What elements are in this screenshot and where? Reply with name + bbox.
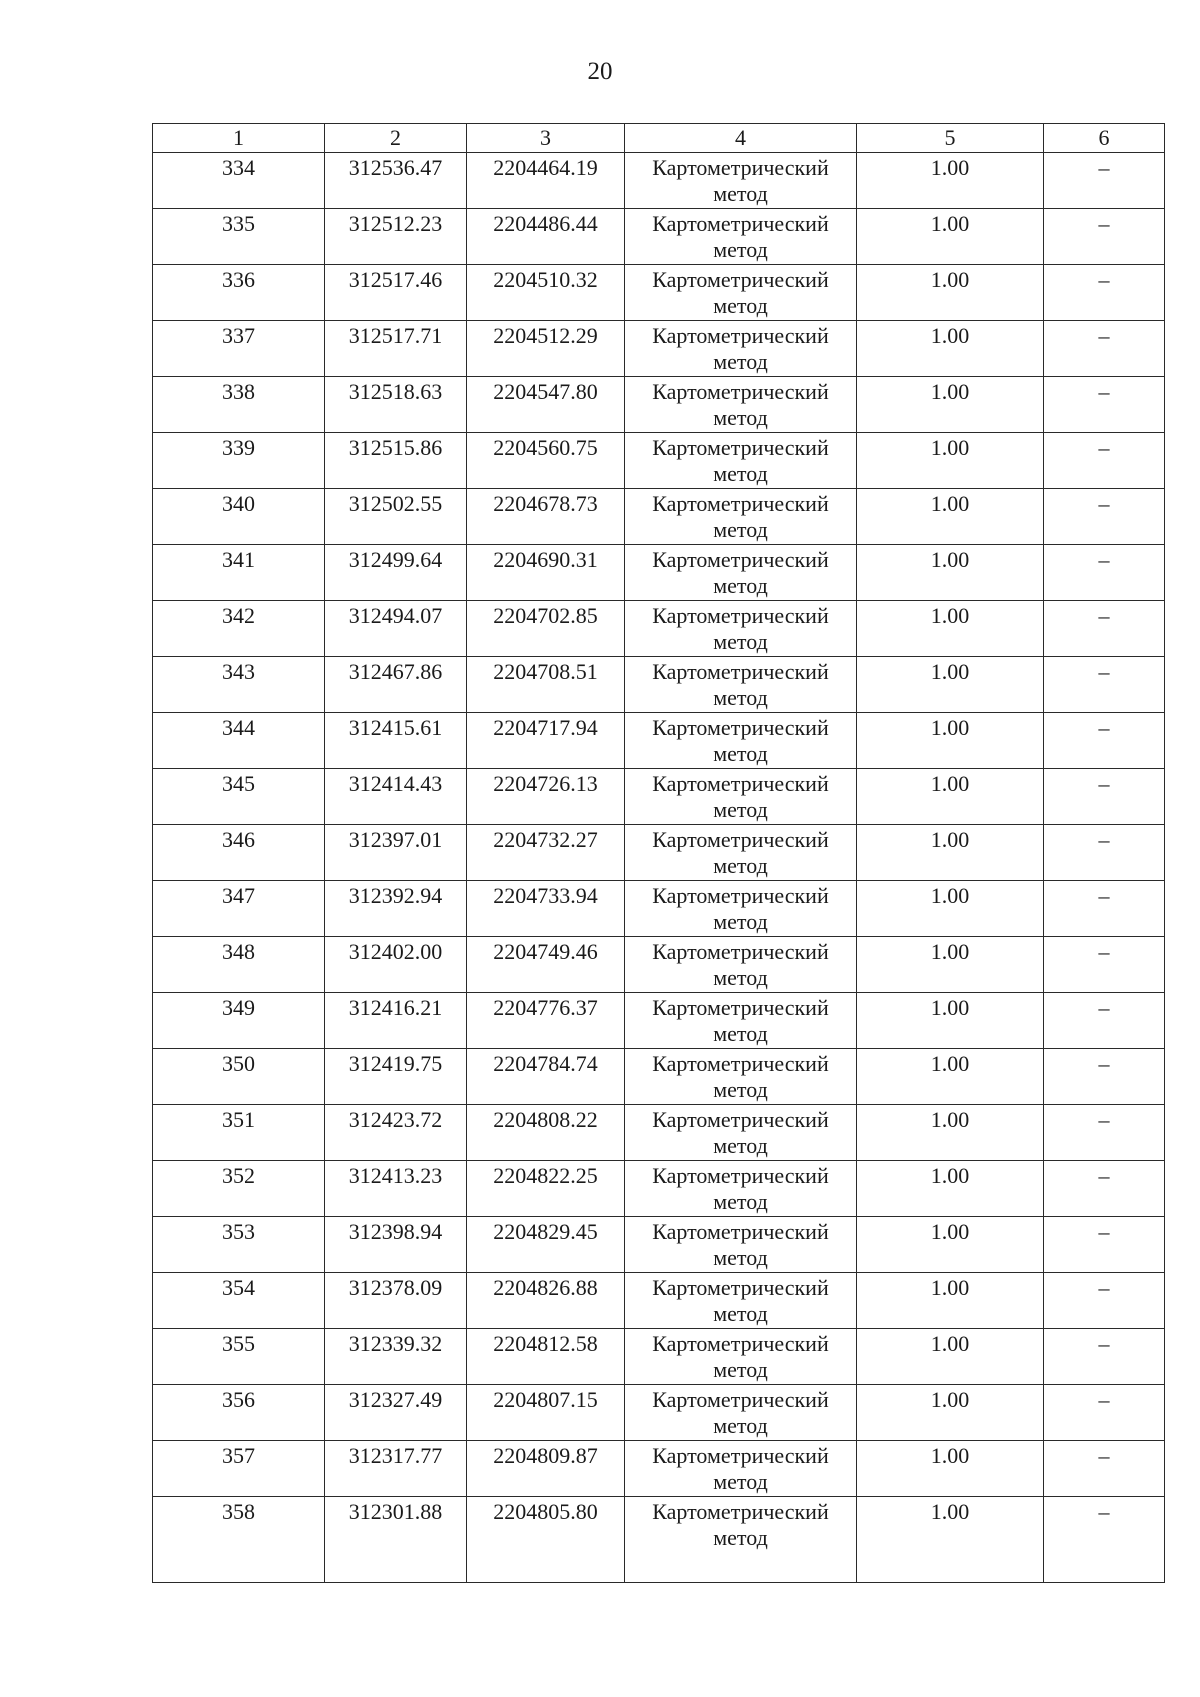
table-row <box>153 993 1165 1049</box>
method-cell <box>625 601 857 657</box>
x-coordinate-cell: 312499.64 <box>325 545 467 601</box>
method-line-1: Картометрический <box>652 1387 829 1412</box>
point-number-cell: 357 <box>153 1441 325 1497</box>
method-cell <box>625 1049 857 1105</box>
method-cell <box>625 1161 857 1217</box>
method-line-2: метод <box>713 461 768 486</box>
accuracy-cell: 1.00 <box>857 1441 1044 1497</box>
point-number-cell: 346 <box>153 825 325 881</box>
method-cell <box>625 1105 857 1161</box>
accuracy-cell: 1.00 <box>857 1049 1044 1105</box>
method-cell <box>625 1217 857 1273</box>
note-cell: – <box>1044 377 1165 433</box>
method-line-1: Картометрический <box>652 379 829 404</box>
method-line-2: метод <box>713 1133 768 1158</box>
x-coordinate-cell: 312517.46 <box>325 265 467 321</box>
method-line-1: Картометрический <box>652 1051 829 1076</box>
method-line-2: метод <box>713 1301 768 1326</box>
note-cell: – <box>1044 1497 1165 1583</box>
point-number-cell: 356 <box>153 1385 325 1441</box>
method-line-2: метод <box>713 405 768 430</box>
method-cell <box>625 881 857 937</box>
method-line-2: метод <box>713 909 768 934</box>
point-number-cell: 338 <box>153 377 325 433</box>
point-number-cell: 358 <box>153 1497 325 1583</box>
x-coordinate-cell: 312419.75 <box>325 1049 467 1105</box>
method-cell <box>625 153 857 209</box>
table-row <box>153 321 1165 377</box>
point-number-cell: 341 <box>153 545 325 601</box>
note-cell: – <box>1044 937 1165 993</box>
method-cell <box>625 545 857 601</box>
note-cell: – <box>1044 1161 1165 1217</box>
method-cell <box>625 1385 857 1441</box>
y-coordinate-cell: 2204678.73 <box>467 489 625 545</box>
accuracy-cell: 1.00 <box>857 1497 1044 1583</box>
table-header-row <box>153 124 1165 153</box>
y-coordinate-cell: 2204560.75 <box>467 433 625 489</box>
note-cell: – <box>1044 601 1165 657</box>
method-line-1: Картометрический <box>652 1107 829 1132</box>
accuracy-cell: 1.00 <box>857 993 1044 1049</box>
method-line-1: Картометрический <box>652 1163 829 1188</box>
accuracy-cell: 1.00 <box>857 265 1044 321</box>
table-row <box>153 1105 1165 1161</box>
method-cell <box>625 489 857 545</box>
header-col-4: 4 <box>625 124 857 153</box>
note-cell: – <box>1044 881 1165 937</box>
method-line-1: Картометрический <box>652 883 829 908</box>
y-coordinate-cell: 2204784.74 <box>467 1049 625 1105</box>
y-coordinate-cell: 2204829.45 <box>467 1217 625 1273</box>
method-line-2: метод <box>713 1021 768 1046</box>
note-cell: – <box>1044 321 1165 377</box>
method-line-1: Картометрический <box>652 547 829 572</box>
method-cell <box>625 769 857 825</box>
method-line-1: Картометрический <box>652 491 829 516</box>
point-number-cell: 355 <box>153 1329 325 1385</box>
x-coordinate-cell: 312301.88 <box>325 1497 467 1583</box>
method-cell <box>625 1497 857 1583</box>
table-row <box>153 825 1165 881</box>
table-row <box>153 713 1165 769</box>
x-coordinate-cell: 312397.01 <box>325 825 467 881</box>
method-line-1: Картометрический <box>652 939 829 964</box>
table-row <box>153 153 1165 209</box>
method-line-2: метод <box>713 181 768 206</box>
accuracy-cell: 1.00 <box>857 321 1044 377</box>
accuracy-cell: 1.00 <box>857 769 1044 825</box>
x-coordinate-cell: 312398.94 <box>325 1217 467 1273</box>
accuracy-cell: 1.00 <box>857 1329 1044 1385</box>
x-coordinate-cell: 312502.55 <box>325 489 467 545</box>
x-coordinate-cell: 312517.71 <box>325 321 467 377</box>
method-line-1: Картометрический <box>652 1275 829 1300</box>
accuracy-cell: 1.00 <box>857 209 1044 265</box>
table-row <box>153 1497 1165 1583</box>
point-number-cell: 348 <box>153 937 325 993</box>
point-number-cell: 335 <box>153 209 325 265</box>
method-cell <box>625 1329 857 1385</box>
method-cell <box>625 433 857 489</box>
table-row <box>153 601 1165 657</box>
header-col-6: 6 <box>1044 124 1165 153</box>
method-line-2: метод <box>713 1357 768 1382</box>
x-coordinate-cell: 312378.09 <box>325 1273 467 1329</box>
header-col-5: 5 <box>857 124 1044 153</box>
accuracy-cell: 1.00 <box>857 545 1044 601</box>
y-coordinate-cell: 2204708.51 <box>467 657 625 713</box>
x-coordinate-cell: 312536.47 <box>325 153 467 209</box>
method-cell <box>625 321 857 377</box>
point-number-cell: 351 <box>153 1105 325 1161</box>
method-line-1: Картометрический <box>652 1499 829 1524</box>
note-cell: – <box>1044 1105 1165 1161</box>
x-coordinate-cell: 312494.07 <box>325 601 467 657</box>
note-cell: – <box>1044 1273 1165 1329</box>
table-row <box>153 1049 1165 1105</box>
table-row <box>153 1329 1165 1385</box>
page-number: 20 <box>587 58 613 85</box>
accuracy-cell: 1.00 <box>857 1161 1044 1217</box>
method-line-1: Картометрический <box>652 1331 829 1356</box>
y-coordinate-cell: 2204732.27 <box>467 825 625 881</box>
method-line-1: Картометрический <box>652 267 829 292</box>
accuracy-cell: 1.00 <box>857 601 1044 657</box>
method-line-1: Картометрический <box>652 827 829 852</box>
table-row <box>153 1273 1165 1329</box>
method-line-1: Картометрический <box>652 155 829 180</box>
method-cell <box>625 993 857 1049</box>
note-cell: – <box>1044 265 1165 321</box>
accuracy-cell: 1.00 <box>857 1273 1044 1329</box>
note-cell: – <box>1044 1049 1165 1105</box>
note-cell: – <box>1044 433 1165 489</box>
x-coordinate-cell: 312414.43 <box>325 769 467 825</box>
note-cell: – <box>1044 713 1165 769</box>
y-coordinate-cell: 2204807.15 <box>467 1385 625 1441</box>
method-line-1: Картометрический <box>652 435 829 460</box>
table-row <box>153 377 1165 433</box>
accuracy-cell: 1.00 <box>857 1385 1044 1441</box>
method-line-2: метод <box>713 349 768 374</box>
method-line-1: Картометрический <box>652 323 829 348</box>
method-line-2: метод <box>713 629 768 654</box>
accuracy-cell: 1.00 <box>857 937 1044 993</box>
method-line-2: метод <box>713 237 768 262</box>
method-cell <box>625 209 857 265</box>
table-row <box>153 265 1165 321</box>
y-coordinate-cell: 2204464.19 <box>467 153 625 209</box>
method-line-2: метод <box>713 517 768 542</box>
method-line-1: Картометрический <box>652 603 829 628</box>
note-cell: – <box>1044 1441 1165 1497</box>
accuracy-cell: 1.00 <box>857 881 1044 937</box>
x-coordinate-cell: 312512.23 <box>325 209 467 265</box>
note-cell: – <box>1044 153 1165 209</box>
table-row <box>153 489 1165 545</box>
method-cell <box>625 713 857 769</box>
y-coordinate-cell: 2204702.85 <box>467 601 625 657</box>
method-cell <box>625 265 857 321</box>
y-coordinate-cell: 2204486.44 <box>467 209 625 265</box>
method-line-2: метод <box>713 1189 768 1214</box>
accuracy-cell: 1.00 <box>857 713 1044 769</box>
point-number-cell: 352 <box>153 1161 325 1217</box>
accuracy-cell: 1.00 <box>857 1105 1044 1161</box>
method-line-2: метод <box>713 853 768 878</box>
table-row <box>153 657 1165 713</box>
x-coordinate-cell: 312467.86 <box>325 657 467 713</box>
method-cell <box>625 937 857 993</box>
method-line-1: Картометрический <box>652 659 829 684</box>
method-line-1: Картометрический <box>652 715 829 740</box>
accuracy-cell: 1.00 <box>857 657 1044 713</box>
point-number-cell: 345 <box>153 769 325 825</box>
method-line-2: метод <box>713 797 768 822</box>
table-body <box>153 153 1165 1583</box>
y-coordinate-cell: 2204808.22 <box>467 1105 625 1161</box>
y-coordinate-cell: 2204822.25 <box>467 1161 625 1217</box>
note-cell: – <box>1044 825 1165 881</box>
point-number-cell: 334 <box>153 153 325 209</box>
method-line-2: метод <box>713 573 768 598</box>
point-number-cell: 349 <box>153 993 325 1049</box>
x-coordinate-cell: 312317.77 <box>325 1441 467 1497</box>
point-number-cell: 344 <box>153 713 325 769</box>
x-coordinate-cell: 312515.86 <box>325 433 467 489</box>
method-cell <box>625 657 857 713</box>
header-col-2: 2 <box>325 124 467 153</box>
note-cell: – <box>1044 769 1165 825</box>
note-cell: – <box>1044 1385 1165 1441</box>
method-line-2: метод <box>713 1469 768 1494</box>
header-col-3: 3 <box>467 124 625 153</box>
accuracy-cell: 1.00 <box>857 825 1044 881</box>
x-coordinate-cell: 312416.21 <box>325 993 467 1049</box>
header-col-1: 1 <box>153 124 325 153</box>
x-coordinate-cell: 312339.32 <box>325 1329 467 1385</box>
y-coordinate-cell: 2204749.46 <box>467 937 625 993</box>
table-row <box>153 209 1165 265</box>
note-cell: – <box>1044 1329 1165 1385</box>
method-line-2: метод <box>713 1525 768 1550</box>
note-cell: – <box>1044 657 1165 713</box>
point-number-cell: 347 <box>153 881 325 937</box>
point-number-cell: 342 <box>153 601 325 657</box>
y-coordinate-cell: 2204809.87 <box>467 1441 625 1497</box>
method-cell <box>625 1441 857 1497</box>
method-line-2: метод <box>713 965 768 990</box>
accuracy-cell: 1.00 <box>857 489 1044 545</box>
table-row <box>153 769 1165 825</box>
accuracy-cell: 1.00 <box>857 1217 1044 1273</box>
point-number-cell: 350 <box>153 1049 325 1105</box>
point-number-cell: 336 <box>153 265 325 321</box>
x-coordinate-cell: 312327.49 <box>325 1385 467 1441</box>
accuracy-cell: 1.00 <box>857 377 1044 433</box>
point-number-cell: 354 <box>153 1273 325 1329</box>
table-row <box>153 1385 1165 1441</box>
note-cell: – <box>1044 993 1165 1049</box>
method-line-2: метод <box>713 1245 768 1270</box>
x-coordinate-cell: 312423.72 <box>325 1105 467 1161</box>
x-coordinate-cell: 312402.00 <box>325 937 467 993</box>
note-cell: – <box>1044 545 1165 601</box>
method-line-2: метод <box>713 741 768 766</box>
y-coordinate-cell: 2204776.37 <box>467 993 625 1049</box>
note-cell: – <box>1044 489 1165 545</box>
method-line-1: Картометрический <box>652 771 829 796</box>
table-row <box>153 1441 1165 1497</box>
method-line-2: метод <box>713 1413 768 1438</box>
method-line-1: Картометрический <box>652 1443 829 1468</box>
table-row <box>153 1217 1165 1273</box>
method-line-2: метод <box>713 685 768 710</box>
note-cell: – <box>1044 1217 1165 1273</box>
method-cell <box>625 377 857 433</box>
accuracy-cell: 1.00 <box>857 433 1044 489</box>
point-number-cell: 340 <box>153 489 325 545</box>
point-number-cell: 343 <box>153 657 325 713</box>
point-number-cell: 339 <box>153 433 325 489</box>
y-coordinate-cell: 2204812.58 <box>467 1329 625 1385</box>
note-cell: – <box>1044 209 1165 265</box>
y-coordinate-cell: 2204805.80 <box>467 1497 625 1583</box>
x-coordinate-cell: 312392.94 <box>325 881 467 937</box>
method-cell <box>625 1273 857 1329</box>
table-row <box>153 937 1165 993</box>
accuracy-cell: 1.00 <box>857 153 1044 209</box>
table-row <box>153 545 1165 601</box>
y-coordinate-cell: 2204826.88 <box>467 1273 625 1329</box>
method-line-1: Картометрический <box>652 995 829 1020</box>
method-line-1: Картометрический <box>652 1219 829 1244</box>
y-coordinate-cell: 2204733.94 <box>467 881 625 937</box>
x-coordinate-cell: 312415.61 <box>325 713 467 769</box>
table-row <box>153 433 1165 489</box>
point-number-cell: 337 <box>153 321 325 377</box>
y-coordinate-cell: 2204726.13 <box>467 769 625 825</box>
table-row <box>153 1161 1165 1217</box>
method-line-2: метод <box>713 1077 768 1102</box>
x-coordinate-cell: 312413.23 <box>325 1161 467 1217</box>
x-coordinate-cell: 312518.63 <box>325 377 467 433</box>
method-line-2: метод <box>713 293 768 318</box>
y-coordinate-cell: 2204510.32 <box>467 265 625 321</box>
point-number-cell: 353 <box>153 1217 325 1273</box>
table-row <box>153 881 1165 937</box>
y-coordinate-cell: 2204690.31 <box>467 545 625 601</box>
y-coordinate-cell: 2204717.94 <box>467 713 625 769</box>
method-line-1: Картометрический <box>652 211 829 236</box>
method-cell <box>625 825 857 881</box>
y-coordinate-cell: 2204547.80 <box>467 377 625 433</box>
coordinates-table <box>152 123 1165 1583</box>
y-coordinate-cell: 2204512.29 <box>467 321 625 377</box>
